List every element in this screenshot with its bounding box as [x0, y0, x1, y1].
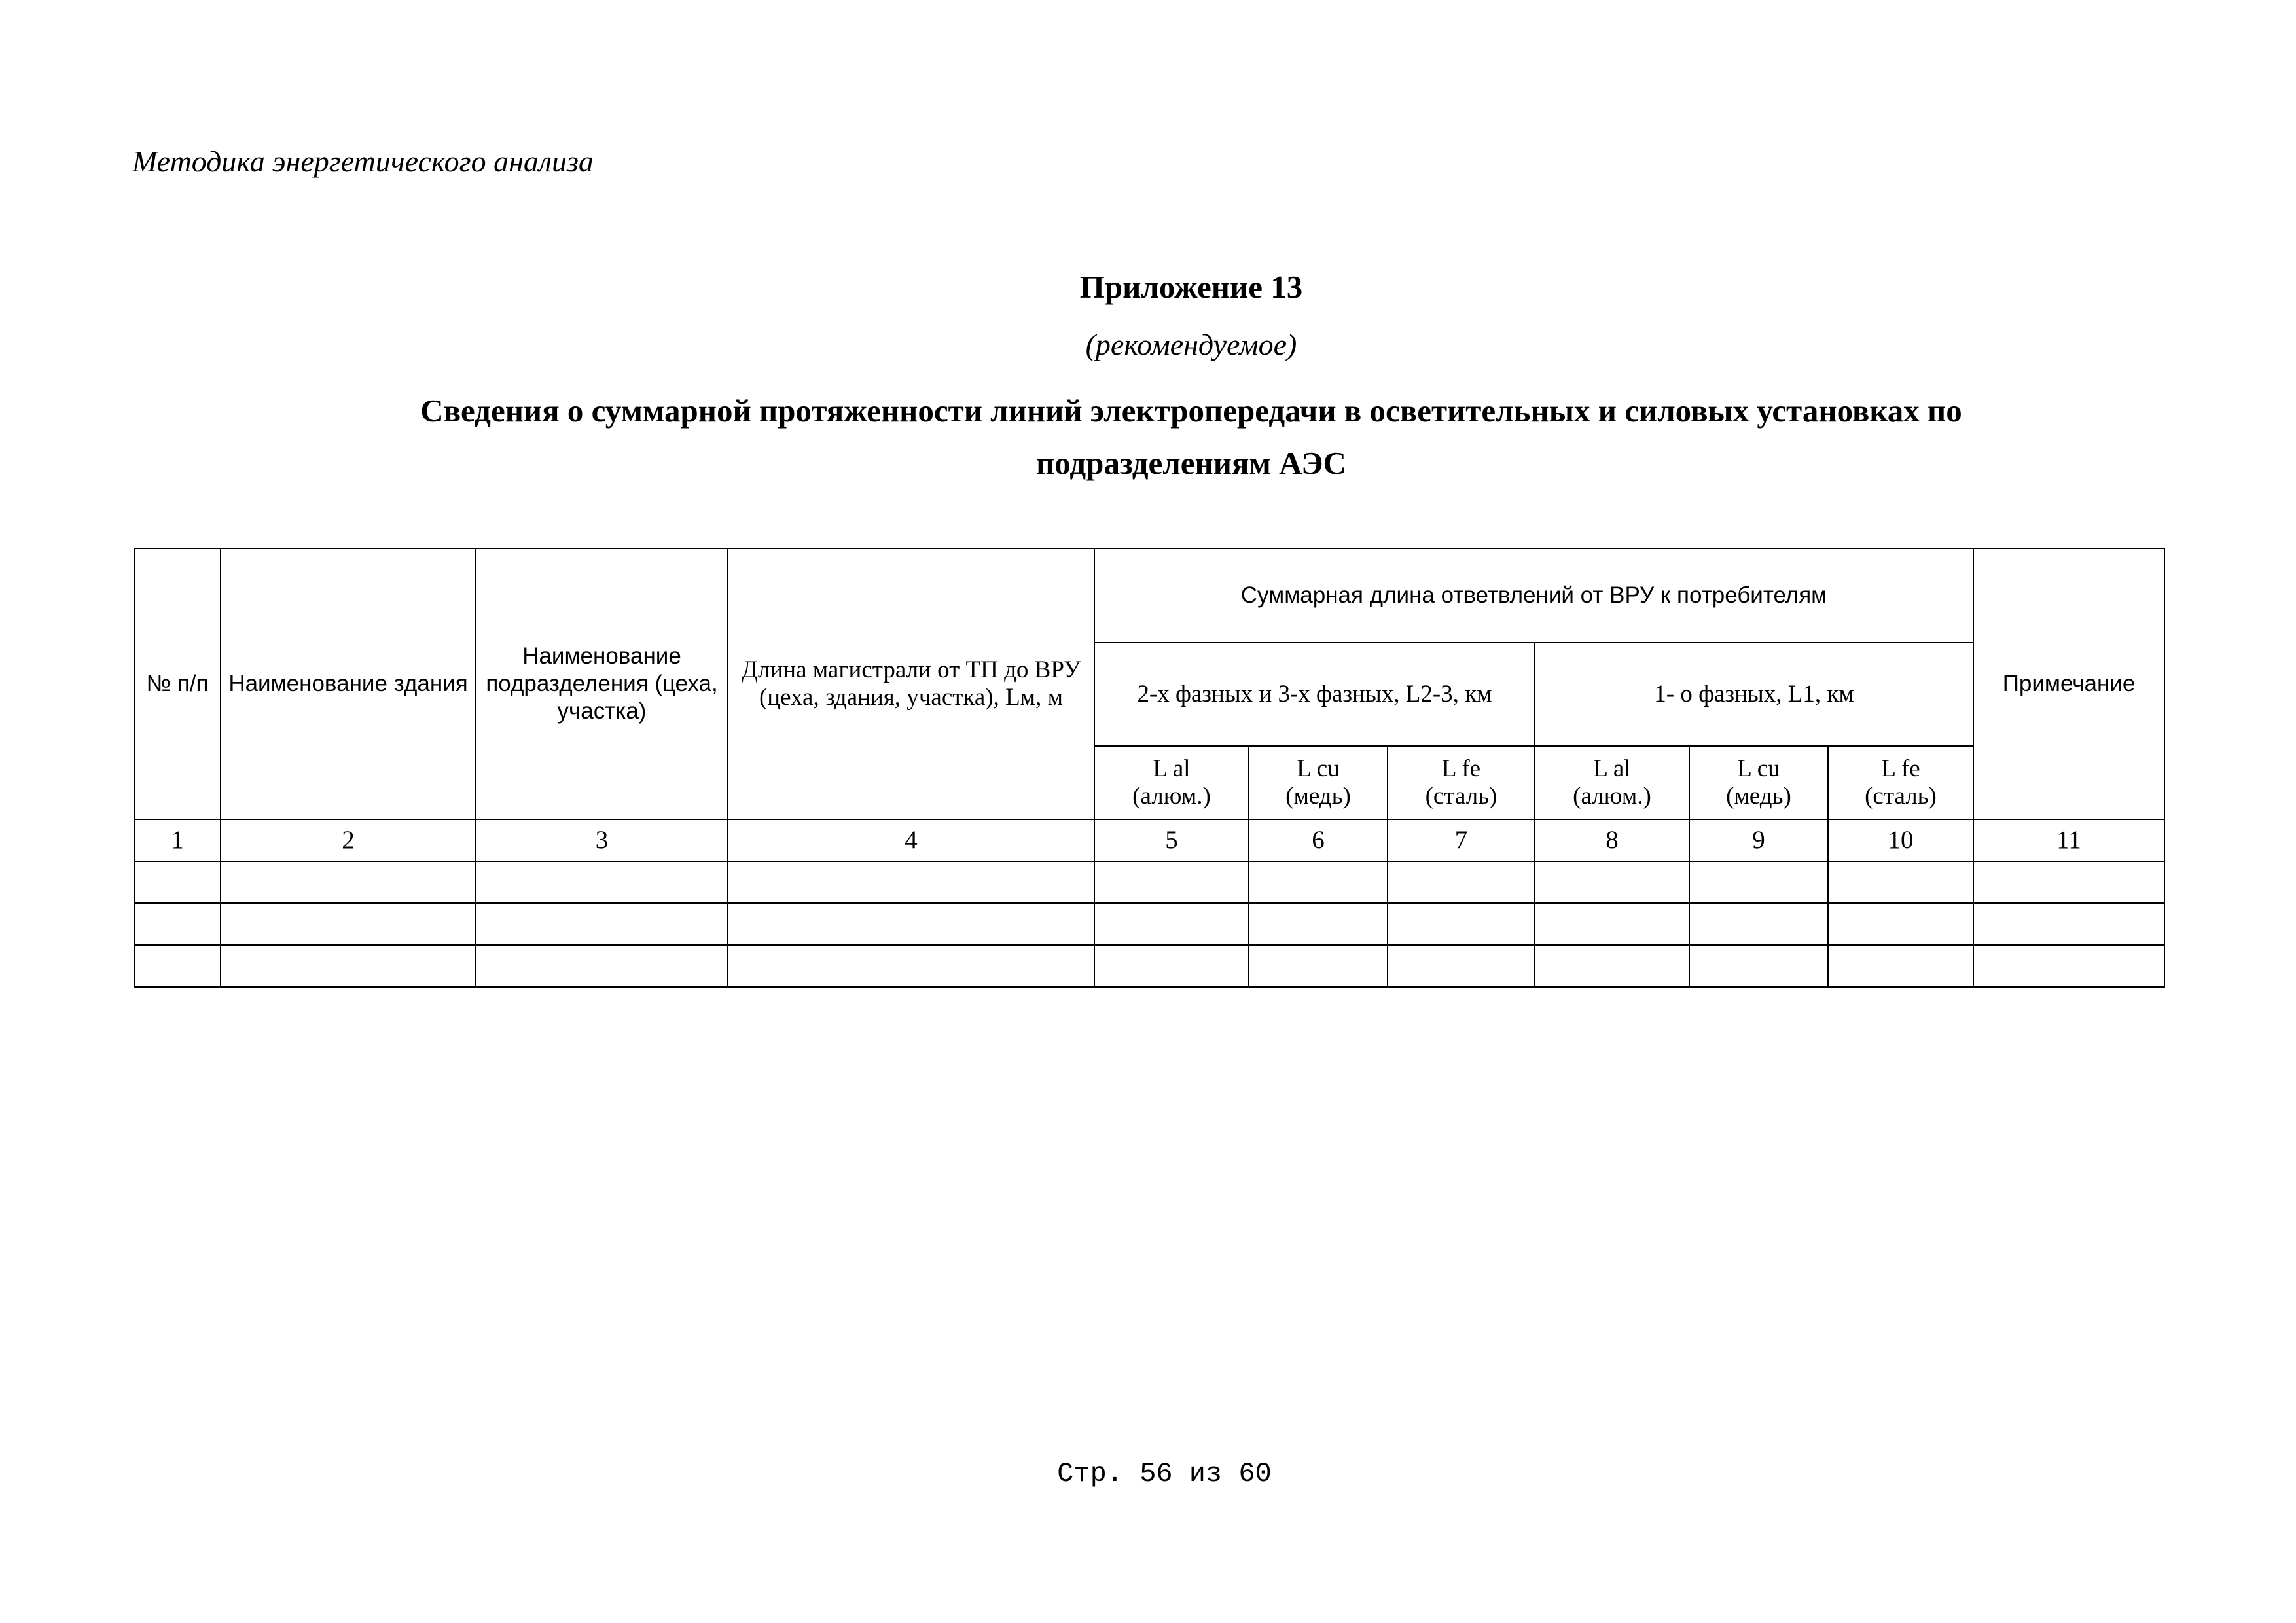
table-cell — [1535, 861, 1689, 903]
column-number: 3 — [476, 819, 728, 861]
header-three-phase-cu — [1249, 746, 1388, 819]
table-cell — [476, 903, 728, 945]
sub-label: L fe — [1441, 755, 1481, 782]
header-single-phase-cu — [1689, 746, 1828, 819]
header-row-1 — [134, 548, 2164, 643]
column-number: 6 — [1249, 819, 1388, 861]
appendix-status: (рекомендуемое) — [1085, 328, 1297, 361]
table-cell — [134, 861, 221, 903]
table-cell — [1094, 945, 1249, 987]
sub-label: L cu — [1297, 755, 1340, 782]
table-cell — [1828, 861, 1973, 903]
sub-label: L al — [1593, 755, 1631, 782]
page-number: Стр. 56 из 60 — [1057, 1458, 1272, 1489]
sub-label: L cu — [1737, 755, 1780, 782]
table-cell — [476, 861, 728, 903]
header-single-phase-al — [1535, 746, 1689, 819]
table-cell — [1249, 945, 1388, 987]
table-cell — [728, 861, 1094, 903]
header-branches: Суммарная длина ответвлений от ВРУ к потребителям — [1094, 548, 1973, 643]
table-cell — [1388, 861, 1535, 903]
table-cell — [221, 945, 476, 987]
table-cell — [728, 945, 1094, 987]
table-cell — [1388, 945, 1535, 987]
table-cell — [1689, 903, 1828, 945]
table-cell — [1535, 945, 1689, 987]
document-title: Сведения о суммарной протяженности линий электропередачи в осветительных и силовых установках по подразделениям АЭС — [420, 393, 1962, 481]
table-cell — [1249, 903, 1388, 945]
table-cell — [1535, 903, 1689, 945]
sub-material: (медь) — [1726, 783, 1791, 810]
table-cell — [1828, 903, 1973, 945]
sub-material: (алюм.) — [1573, 783, 1651, 810]
column-number: 11 — [1973, 819, 2164, 861]
header-main-line: Длина магистрали от ТП до ВРУ (цеха, здания, участка), Lм, м — [728, 548, 1094, 819]
table-cell — [728, 903, 1094, 945]
column-number: 2 — [221, 819, 476, 861]
table-cell — [221, 861, 476, 903]
column-number: 5 — [1094, 819, 1249, 861]
header-building: Наименование здания — [221, 548, 476, 819]
column-number: 7 — [1388, 819, 1535, 861]
table-cell — [1094, 903, 1249, 945]
power-lines-table — [134, 548, 2165, 988]
table-cell — [1094, 861, 1249, 903]
sub-label: L fe — [1881, 755, 1920, 782]
header-division: Наименование подразделения (цеха, участка) — [476, 548, 728, 819]
header-note: Примечание — [1973, 548, 2164, 819]
table-cell — [1249, 861, 1388, 903]
header-three-phase-al — [1094, 746, 1249, 819]
header-single-phase: 1- о фазных, L1, км — [1535, 643, 1973, 746]
table-cell — [1973, 945, 2164, 987]
table-cell — [476, 945, 728, 987]
table-cell — [221, 903, 476, 945]
header-three-phase: 2-х фазных и 3-х фазных, L2-3, км — [1094, 643, 1535, 746]
column-number-row — [134, 819, 2164, 861]
table-cell — [1388, 903, 1535, 945]
column-number: 4 — [728, 819, 1094, 861]
sub-material: (алюм.) — [1132, 783, 1211, 810]
table-cell — [134, 903, 221, 945]
column-number: 8 — [1535, 819, 1689, 861]
column-number: 9 — [1689, 819, 1828, 861]
table-row — [134, 861, 2164, 903]
table-cell — [1689, 945, 1828, 987]
table-cell — [1689, 861, 1828, 903]
sub-material: (медь) — [1285, 783, 1351, 810]
sub-material: (сталь) — [1865, 783, 1937, 810]
header-three-phase-fe — [1388, 746, 1535, 819]
table-cell — [134, 945, 221, 987]
sub-label: L al — [1153, 755, 1191, 782]
column-number: 10 — [1828, 819, 1973, 861]
header-single-phase-fe — [1828, 746, 1973, 819]
header-no: № п/п — [134, 548, 221, 819]
column-number: 1 — [134, 819, 221, 861]
table-cell — [1828, 945, 1973, 987]
table-cell — [1973, 903, 2164, 945]
table-row — [134, 903, 2164, 945]
appendix-number: Приложение 13 — [1079, 269, 1303, 305]
sub-material: (сталь) — [1425, 783, 1498, 810]
running-header: Методика энергетического анализа — [132, 145, 594, 178]
table-row — [134, 945, 2164, 987]
table-cell — [1973, 861, 2164, 903]
